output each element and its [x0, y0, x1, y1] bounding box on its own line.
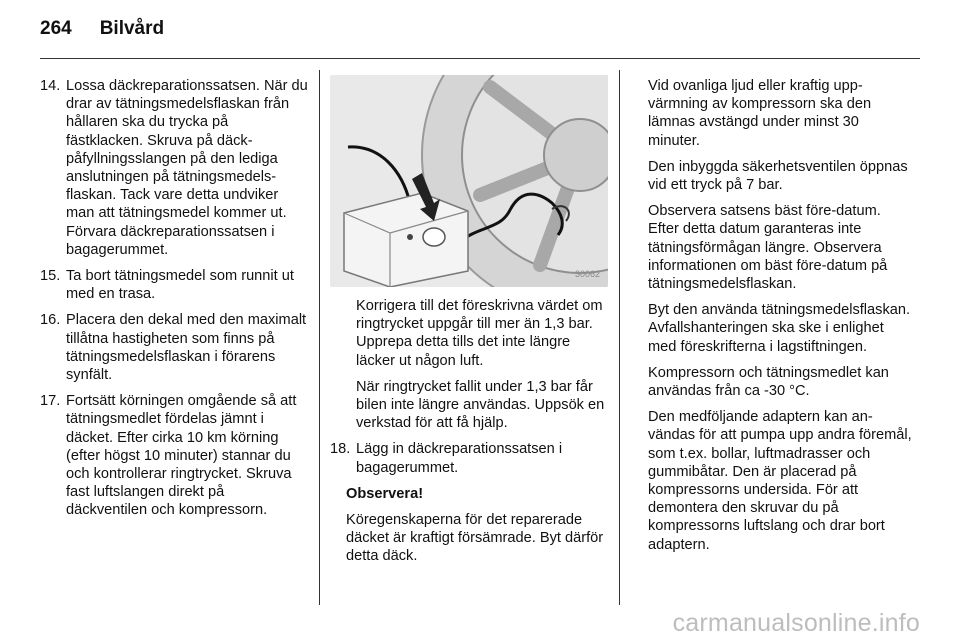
item-text: Placera den dekal med den maximalt tillåtna hastigheten som finns på tätningsmedelsflaskan i förarens synfält. [66, 312, 307, 384]
paragraph-replace-bottle: Byt den använda tätningsmedelsflaskan. Avfallshanteringen ska ske i enlighet med föreskrifterna i lagstiftningen. [648, 302, 911, 355]
compressor-body-icon [344, 193, 468, 287]
instruction-item-16 [40, 311, 308, 384]
left-column [40, 77, 308, 528]
item-text: Lossa däckreparationssatsen. När du drar av tätningsmedelsflaskan från hållaren ska du trycka på fästklacken. Skruva på däckpåfyllningsslangen på den lediga anslutningen på tätningsmedelsflaskan. Tack vare detta undviker man att tätningsmedel kommer ut. Förvara däckreparationssatsen i bagagerummet. [66, 78, 308, 258]
right-column [648, 77, 914, 562]
note-title: Observera! [346, 485, 424, 502]
instruction-item-17 [40, 392, 308, 519]
page-header [40, 18, 164, 46]
paragraph-compressor-noise: Vid ovanliga ljud eller kraftig uppvärmning av kompressorn ska den lämnas avstängd under minst 30 minuter. [648, 78, 872, 149]
note-box [330, 485, 606, 566]
item-number: 17. [40, 393, 61, 410]
instruction-item-15 [40, 267, 308, 303]
paragraph-best-before: Observera satsens bäst före-datum. Efter detta datum garanteras inte tätningsförmågan längre. Observera informationen om bäst före-datum på tätningsmedelsflaskan. [648, 203, 888, 293]
item-number: 16. [40, 312, 61, 329]
paragraph-safety-valve: Den inbyggda säkerhetsventilen öppnas vid ett tryck på 7 bar. [648, 158, 908, 194]
figure-code: 30062 [574, 268, 600, 279]
paragraph-low-pressure: När ringtrycket fallit under 1,3 bar får bilen inte längre användas. Uppsök en verkstad för att få hjälp. [356, 378, 605, 432]
paragraph-temperature: Kompressorn och tätningsmedlet kan användas från ca -30 °C. [648, 364, 889, 400]
item-number: 18. [330, 441, 351, 458]
page-number: 264 [40, 18, 72, 39]
item-text: Fortsätt körningen omgående så att tätningsmedlet fördelas jämnt i däcket. Efter cirka 10 km körning (efter högst 10 minuter) stannar du och kontrollerar ringtrycket. Skruva fast luftslangen direkt på däckventilen och kompressorn. [66, 393, 297, 519]
column-divider-right [619, 70, 620, 605]
item-number: 14. [40, 78, 61, 94]
power-switch-icon [407, 234, 413, 240]
section-title: Bilvård [99, 18, 165, 39]
item-text: Lägg in däckreparationssatsen i bagagerummet. [356, 441, 563, 476]
paragraph-correct-pressure: Korrigera till det föreskrivna värdet om ringtrycket uppgår till mer än 1,3 bar. Upprepa detta tills det inte längre läcker ut någon luft. [356, 298, 603, 369]
instruction-item-18 [330, 440, 606, 476]
column-divider-left [319, 70, 320, 605]
compressor-illustration [330, 75, 608, 287]
item-number: 15. [40, 268, 61, 285]
item-text: Ta bort tätningsmedel som runnit ut med en trasa. [66, 268, 294, 303]
instruction-item-14 [40, 77, 308, 259]
middle-column [330, 75, 606, 574]
note-text: Köregenskaperna för det reparerade däcket är kraftigt försämrade. Byt därför detta däck. [346, 512, 604, 565]
wheel-hub-icon [544, 119, 608, 191]
tire-compressor-drawing [330, 75, 608, 287]
site-watermark: carmanualsonline.info [672, 609, 920, 637]
pressure-gauge-icon [423, 228, 445, 246]
power-cable-icon [348, 147, 410, 203]
paragraph-adapter: Den medföljande adaptern kan användas för att pumpa upp andra föremål, som t.ex. bollar, luftmadrasser och gummibåtar. Den är placerad på kompressorns undersida. För att demontera den skruvar du på kompressorns luftslang och drar bort adaptern. [648, 409, 912, 553]
header-rule [40, 58, 920, 59]
